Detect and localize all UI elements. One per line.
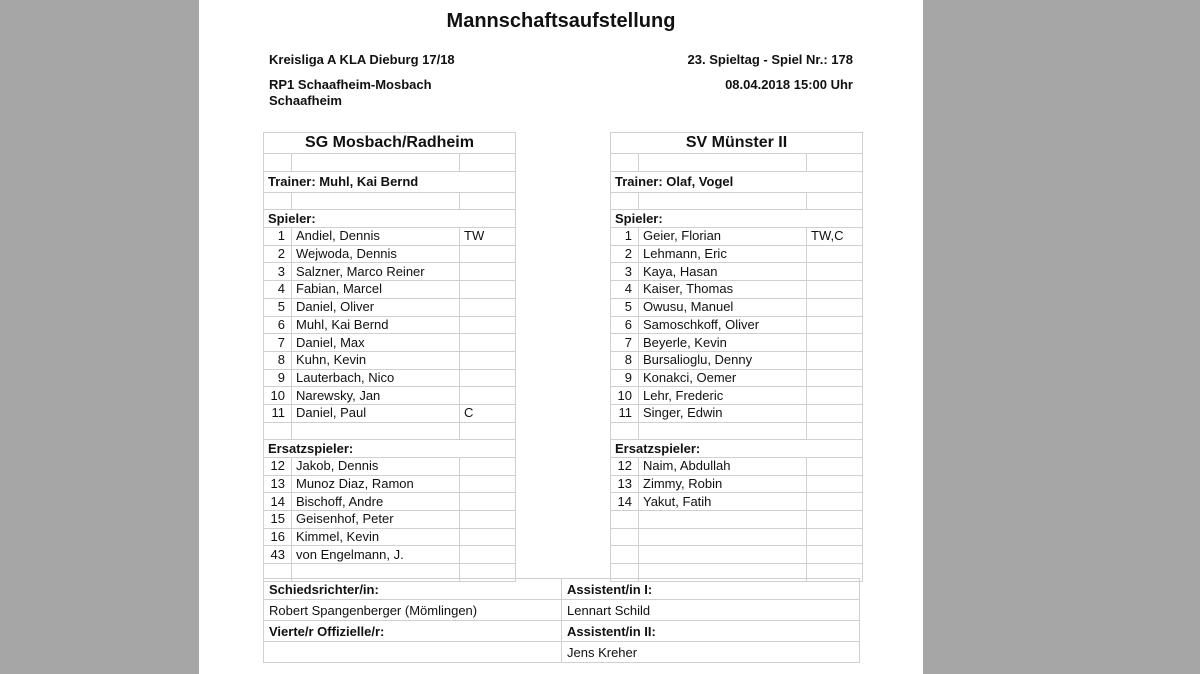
player-number: 13 — [264, 475, 292, 493]
player-name: Kimmel, Kevin — [292, 528, 460, 546]
empty-cell — [292, 192, 460, 210]
empty-cell — [611, 192, 639, 210]
player-number: 5 — [264, 298, 292, 316]
player-number: 3 — [611, 263, 639, 281]
match-datetime: 08.04.2018 15:00 Uhr — [725, 77, 853, 92]
team-name-row — [611, 133, 863, 154]
team-trainer: Trainer: Olaf, Vogel — [611, 171, 863, 192]
player-number: 10 — [611, 387, 639, 405]
player-position — [460, 475, 516, 493]
player-name: Fabian, Marcel — [292, 281, 460, 299]
referee-label: Schiedsrichter/in: — [264, 579, 562, 600]
player-name: Muhl, Kai Bernd — [292, 316, 460, 334]
players-label: Spieler: — [264, 210, 516, 228]
empty-cell — [611, 546, 639, 564]
officials-table — [263, 578, 860, 663]
player-name: Jakob, Dennis — [292, 458, 460, 476]
player-number: 6 — [611, 316, 639, 334]
empty-cell — [639, 528, 807, 546]
player-name: Kaiser, Thomas — [639, 281, 807, 299]
player-number: 43 — [264, 546, 292, 564]
player-row — [264, 245, 516, 263]
empty-cell — [639, 511, 807, 529]
subs-header-row — [611, 440, 863, 458]
player-name: Owusu, Manuel — [639, 298, 807, 316]
player-position: TW,C — [807, 228, 863, 246]
players-label: Spieler: — [611, 210, 863, 228]
player-position — [460, 546, 516, 564]
home-team-table — [263, 132, 516, 582]
player-number: 4 — [264, 281, 292, 299]
player-position: TW — [460, 228, 516, 246]
empty-cell — [807, 422, 863, 440]
empty-cell — [264, 192, 292, 210]
player-name: Singer, Edwin — [639, 404, 807, 422]
player-number: 13 — [611, 475, 639, 493]
player-position — [460, 528, 516, 546]
player-position — [460, 493, 516, 511]
player-position — [807, 281, 863, 299]
player-name: Lehmann, Eric — [639, 245, 807, 263]
player-name: Narewsky, Jan — [292, 387, 460, 405]
player-name: Beyerle, Kevin — [639, 334, 807, 352]
player-row — [264, 528, 516, 546]
player-number: 1 — [264, 228, 292, 246]
player-name: Lauterbach, Nico — [292, 369, 460, 387]
player-position — [460, 316, 516, 334]
player-number: 2 — [611, 245, 639, 263]
player-name: Wejwoda, Dennis — [292, 245, 460, 263]
player-number: 10 — [264, 387, 292, 405]
blank-row — [611, 528, 863, 546]
venue-line1: RP1 Schaafheim-Mosbach — [269, 77, 432, 92]
referee-name: Robert Spangenberger (Mömlingen) — [264, 600, 562, 621]
player-number: 8 — [264, 351, 292, 369]
empty-cell — [264, 422, 292, 440]
player-position — [807, 334, 863, 352]
empty-cell — [264, 154, 292, 172]
player-row — [264, 387, 516, 405]
player-name: von Engelmann, J. — [292, 546, 460, 564]
player-row — [611, 245, 863, 263]
player-row — [611, 387, 863, 405]
fourth-official-name — [264, 642, 562, 663]
matchday-info: 23. Spieltag - Spiel Nr.: 178 — [687, 52, 853, 67]
player-name: Geier, Florian — [639, 228, 807, 246]
blank-row — [264, 192, 516, 210]
player-row — [611, 263, 863, 281]
assistant2-name: Jens Kreher — [562, 642, 860, 663]
subs-label: Ersatzspieler: — [264, 440, 516, 458]
player-row — [264, 475, 516, 493]
player-number: 14 — [611, 493, 639, 511]
player-number: 7 — [264, 334, 292, 352]
empty-cell — [611, 154, 639, 172]
empty-cell — [611, 422, 639, 440]
empty-cell — [292, 422, 460, 440]
player-number: 7 — [611, 334, 639, 352]
player-row — [611, 351, 863, 369]
team-name-row — [264, 133, 516, 154]
player-name: Naim, Abdullah — [639, 458, 807, 476]
player-number: 2 — [264, 245, 292, 263]
empty-cell — [639, 546, 807, 564]
player-row — [264, 546, 516, 564]
document-title: Mannschaftsaufstellung — [446, 10, 676, 32]
player-position — [460, 298, 516, 316]
player-row — [264, 334, 516, 352]
player-number: 16 — [264, 528, 292, 546]
assistant2-label: Assistent/in II: — [562, 621, 860, 642]
team-name: SG Mosbach/Radheim — [264, 133, 516, 154]
player-name: Zimmy, Robin — [639, 475, 807, 493]
empty-cell — [639, 422, 807, 440]
player-position — [460, 334, 516, 352]
player-row — [264, 298, 516, 316]
player-row — [264, 458, 516, 476]
player-number: 11 — [611, 404, 639, 422]
player-row — [264, 369, 516, 387]
player-name: Daniel, Oliver — [292, 298, 460, 316]
player-row — [611, 458, 863, 476]
player-position — [460, 369, 516, 387]
player-position — [807, 263, 863, 281]
player-number: 3 — [264, 263, 292, 281]
empty-cell — [639, 192, 807, 210]
subs-header-row — [264, 440, 516, 458]
trainer-row — [264, 171, 516, 192]
player-position — [807, 387, 863, 405]
player-number: 11 — [264, 404, 292, 422]
empty-cell — [460, 154, 516, 172]
player-position — [807, 475, 863, 493]
blank-row — [264, 422, 516, 440]
player-position — [807, 458, 863, 476]
player-name: Kaya, Hasan — [639, 263, 807, 281]
player-row — [611, 334, 863, 352]
empty-cell — [807, 511, 863, 529]
empty-cell — [639, 154, 807, 172]
player-number: 12 — [611, 458, 639, 476]
player-number: 6 — [264, 316, 292, 334]
player-row — [611, 404, 863, 422]
blank-row — [611, 546, 863, 564]
player-name: Andiel, Dennis — [292, 228, 460, 246]
player-row — [264, 404, 516, 422]
venue-line2: Schaafheim — [269, 93, 342, 108]
player-number: 8 — [611, 351, 639, 369]
player-number: 9 — [611, 369, 639, 387]
player-position — [460, 458, 516, 476]
player-position — [807, 404, 863, 422]
player-row — [264, 316, 516, 334]
player-row — [264, 511, 516, 529]
empty-cell — [460, 192, 516, 210]
player-position — [460, 281, 516, 299]
empty-cell — [292, 154, 460, 172]
players-header-row — [264, 210, 516, 228]
player-name: Daniel, Paul — [292, 404, 460, 422]
player-position — [807, 316, 863, 334]
blank-row — [611, 192, 863, 210]
player-row — [264, 493, 516, 511]
player-position: C — [460, 404, 516, 422]
player-row — [611, 228, 863, 246]
player-position — [807, 369, 863, 387]
player-position — [460, 387, 516, 405]
player-number: 9 — [264, 369, 292, 387]
player-position — [807, 245, 863, 263]
player-row — [611, 493, 863, 511]
team-trainer: Trainer: Muhl, Kai Bernd — [264, 171, 516, 192]
player-name: Salzner, Marco Reiner — [292, 263, 460, 281]
player-row — [264, 351, 516, 369]
player-name: Samoschkoff, Oliver — [639, 316, 807, 334]
player-number: 14 — [264, 493, 292, 511]
player-position — [460, 245, 516, 263]
player-number: 15 — [264, 511, 292, 529]
away-team-table — [610, 132, 863, 582]
trainer-row — [611, 171, 863, 192]
player-position — [807, 298, 863, 316]
blank-row — [611, 422, 863, 440]
player-position — [460, 263, 516, 281]
player-number: 4 — [611, 281, 639, 299]
document-page — [199, 0, 923, 674]
player-name: Konakci, Oemer — [639, 369, 807, 387]
subs-label: Ersatzspieler: — [611, 440, 863, 458]
empty-cell — [460, 422, 516, 440]
blank-row — [264, 154, 516, 172]
player-position — [460, 511, 516, 529]
player-position — [460, 351, 516, 369]
player-name: Bischoff, Andre — [292, 493, 460, 511]
player-name: Daniel, Max — [292, 334, 460, 352]
blank-row — [611, 154, 863, 172]
player-row — [264, 228, 516, 246]
player-name: Geisenhof, Peter — [292, 511, 460, 529]
assistant1-name: Lennart Schild — [562, 600, 860, 621]
empty-cell — [807, 546, 863, 564]
fourth-official-label: Vierte/r Offizielle/r: — [264, 621, 562, 642]
empty-cell — [807, 528, 863, 546]
player-name: Lehr, Frederic — [639, 387, 807, 405]
empty-cell — [611, 528, 639, 546]
player-name: Yakut, Fatih — [639, 493, 807, 511]
empty-cell — [807, 154, 863, 172]
player-number: 12 — [264, 458, 292, 476]
assistant1-label: Assistent/in I: — [562, 579, 860, 600]
team-name: SV Münster II — [611, 133, 863, 154]
player-position — [807, 351, 863, 369]
players-header-row — [611, 210, 863, 228]
player-row — [264, 281, 516, 299]
player-row — [611, 369, 863, 387]
league-name: Kreisliga A KLA Dieburg 17/18 — [269, 52, 455, 67]
player-row — [611, 281, 863, 299]
player-row — [611, 298, 863, 316]
player-row — [611, 316, 863, 334]
blank-row — [611, 511, 863, 529]
empty-cell — [611, 511, 639, 529]
player-number: 1 — [611, 228, 639, 246]
player-name: Kuhn, Kevin — [292, 351, 460, 369]
player-row — [611, 475, 863, 493]
player-name: Munoz Diaz, Ramon — [292, 475, 460, 493]
player-position — [807, 493, 863, 511]
player-row — [264, 263, 516, 281]
player-name: Bursalioglu, Denny — [639, 351, 807, 369]
player-number: 5 — [611, 298, 639, 316]
empty-cell — [807, 192, 863, 210]
